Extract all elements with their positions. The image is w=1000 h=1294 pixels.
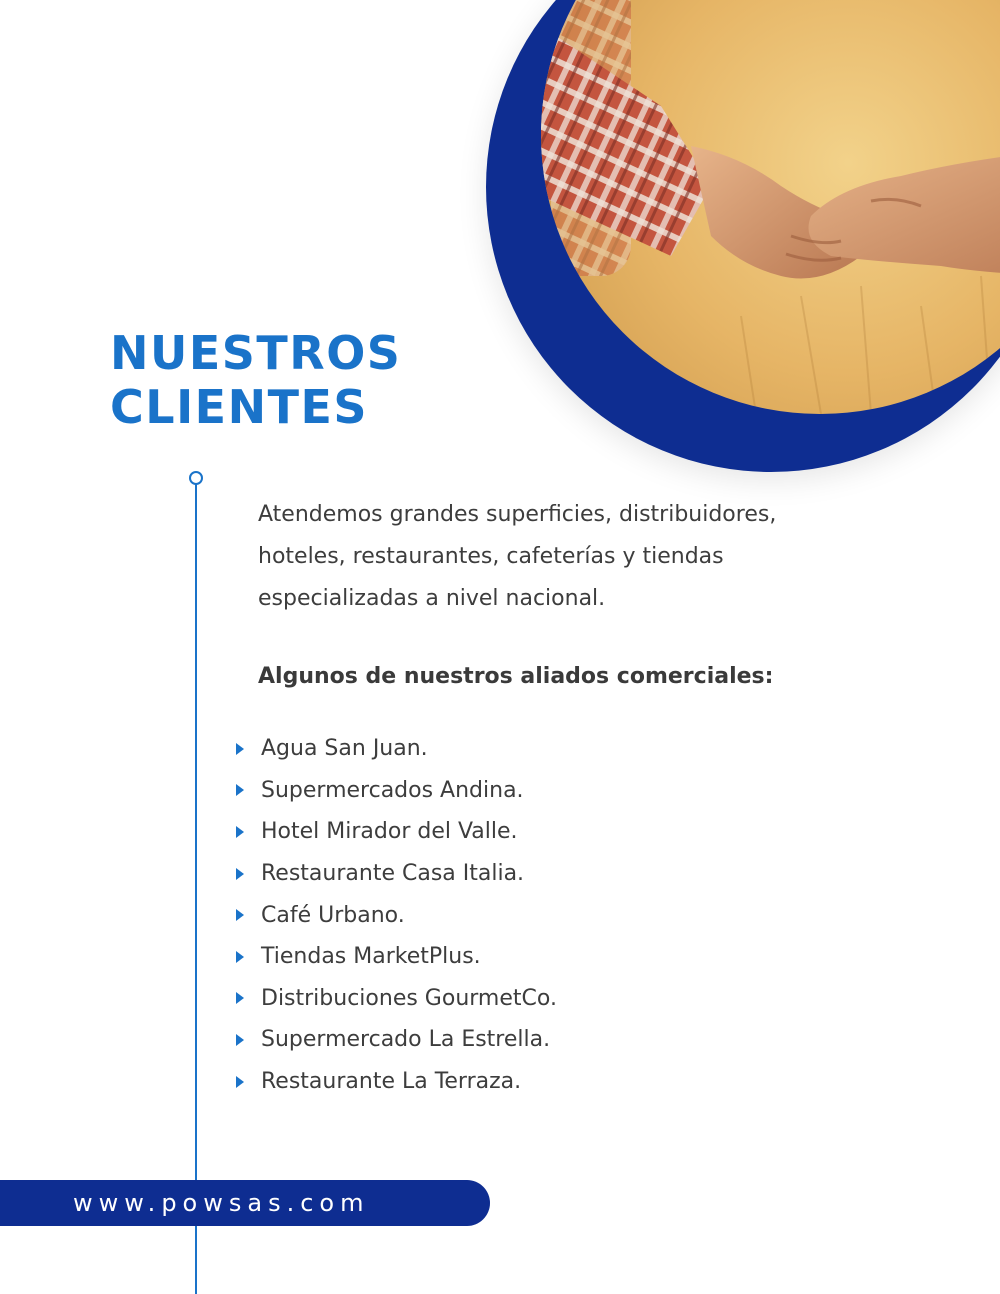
list-item	[232, 936, 557, 978]
timeline-line	[195, 484, 197, 1294]
intro-paragraph: Atendemos grandes superficies, distribuidores, hoteles, restaurantes, cafeterías y tiendas especializadas a nivel nacional.	[258, 502, 777, 611]
client-name: Tiendas MarketPlus.	[261, 944, 481, 970]
client-name: Hotel Mirador del Valle.	[261, 819, 518, 845]
client-name: Restaurante Casa Italia.	[261, 861, 525, 887]
triangle-bullet-icon	[236, 1034, 244, 1046]
client-name: Restaurante La Terraza.	[261, 1069, 522, 1095]
list-item	[232, 853, 557, 895]
triangle-bullet-icon	[236, 743, 244, 755]
page-title	[110, 326, 401, 434]
triangle-bullet-icon	[236, 826, 244, 838]
triangle-bullet-icon	[236, 909, 244, 921]
client-name: Agua San Juan.	[261, 736, 428, 762]
list-item	[232, 1061, 557, 1103]
list-item	[232, 811, 557, 853]
clients-subheading: Algunos de nuestros aliados comerciales:	[258, 664, 774, 689]
website-banner	[0, 1180, 490, 1226]
clients-list	[232, 728, 557, 1102]
triangle-bullet-icon	[236, 951, 244, 963]
triangle-bullet-icon	[236, 868, 244, 880]
triangle-bullet-icon	[236, 1076, 244, 1088]
triangle-bullet-icon	[236, 784, 244, 796]
client-name: Distribuciones GourmetCo.	[261, 985, 557, 1011]
list-item	[232, 978, 557, 1020]
list-item	[232, 1019, 557, 1061]
client-name: Café Urbano.	[261, 902, 405, 928]
list-item	[232, 894, 557, 936]
page-title-line-1: NUESTROS	[110, 326, 402, 380]
website-url[interactable]: www.powsas.com	[73, 1189, 370, 1217]
list-item	[232, 728, 557, 770]
client-name: Supermercado La Estrella.	[261, 1027, 551, 1053]
list-item	[232, 770, 557, 812]
client-name: Supermercados Andina.	[261, 777, 524, 803]
triangle-bullet-icon	[236, 992, 244, 1004]
timeline-dot	[189, 471, 203, 485]
page-title-line-2: CLIENTES	[110, 380, 369, 434]
